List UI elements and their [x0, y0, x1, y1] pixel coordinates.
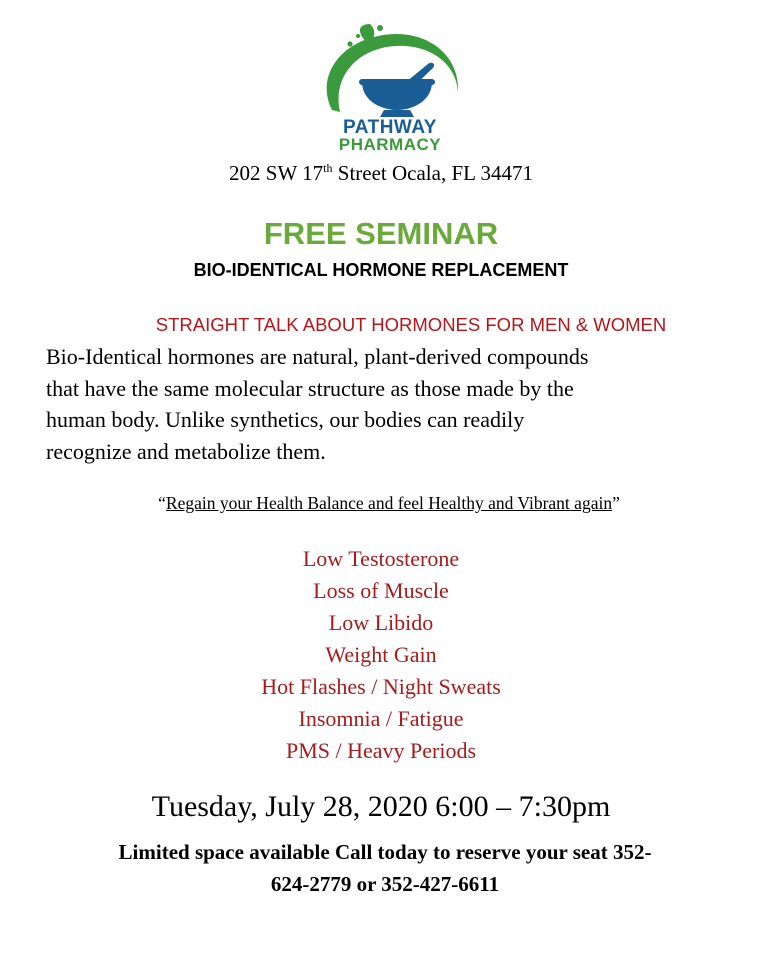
seminar-title: FREE SEMINAR	[263, 216, 499, 251]
logo-line-pharmacy: PHARMACY	[338, 135, 442, 154]
logo-line-pathway: PATHWAY	[343, 117, 437, 138]
symptom-item: Insomnia / Fatigue	[298, 706, 464, 731]
symptom-item: Weight Gain	[325, 642, 437, 667]
pharmacy-logo	[310, 22, 470, 157]
symptom-item: Hot Flashes / Night Sweats	[261, 674, 501, 699]
reservation-line-2: 624-2779 or 352-427-6611	[270, 872, 500, 896]
quote-open: “	[158, 493, 166, 513]
address-suffix: Street Ocala, FL 34471	[332, 161, 533, 185]
address-ordinal: th	[323, 161, 333, 175]
quote-text: Regain your Health Balance and feel Healthy and Vibrant again	[165, 493, 613, 513]
seminar-tagline: STRAIGHT TALK ABOUT HORMONES FOR MEN & WOMEN	[155, 314, 667, 335]
event-date: Tuesday, July 28, 2020 6:00 – 7:30pm	[151, 790, 611, 823]
description-paragraph: Bio-Identical hormones are natural, plant-derived compounds that have the same molecular structure as those made by the human body. Unlike synthetics, our bodies can readily recognize and metabolize them.	[46, 344, 589, 464]
symptom-item: Low Libido	[328, 610, 434, 635]
seminar-subtitle: BIO-IDENTICAL HORMONE REPLACEMENT	[193, 260, 569, 280]
symptom-item: Low Testosterone	[302, 546, 460, 571]
reservation-info	[40, 836, 730, 900]
address	[0, 161, 762, 186]
address-prefix: 202 SW 17	[229, 161, 324, 185]
quote	[8, 493, 762, 514]
symptom-list	[0, 543, 762, 767]
quote-close: ”	[612, 493, 620, 513]
symptom-item: PMS / Heavy Periods	[285, 738, 477, 763]
symptom-item: Loss of Muscle	[313, 578, 449, 603]
reservation-line-1: Limited space available Call today to reserve your seat 352-	[118, 840, 652, 864]
mortar-and-pestle-icon	[310, 22, 470, 122]
